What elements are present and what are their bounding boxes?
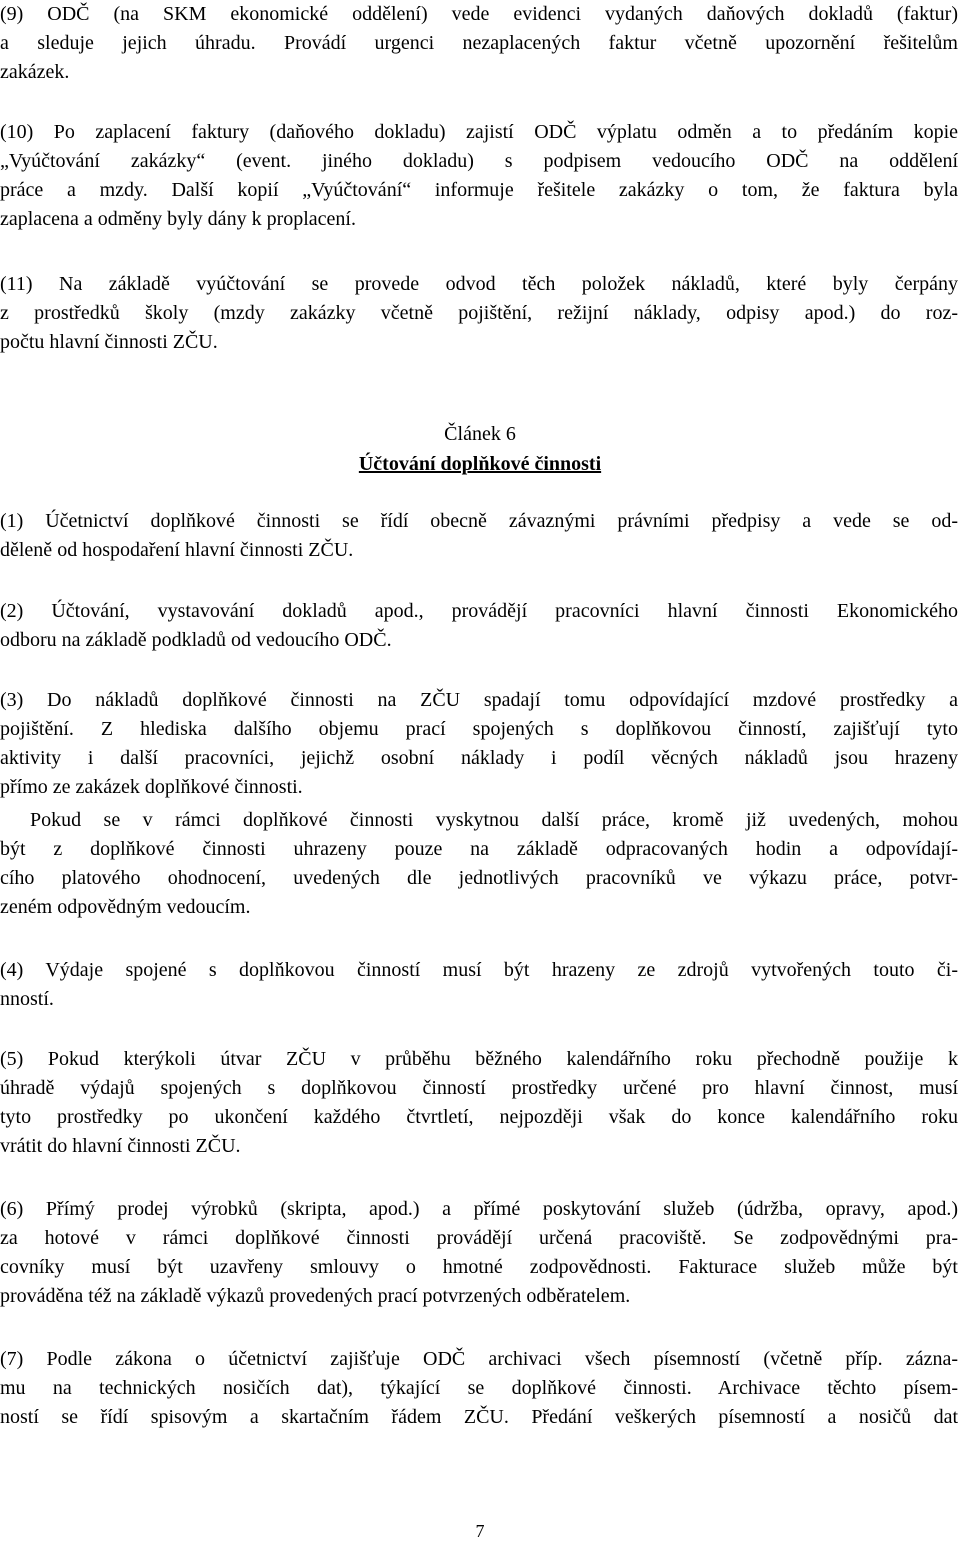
text-line: za hotové v rámci doplňkové činnosti provádějí určená pracoviště. Se zodpovědnými pra- <box>0 1227 958 1249</box>
text-line: děleně od hospodaření hlavní činnosti ZČU. <box>0 539 354 561</box>
text-line: a sleduje jejich úhradu. Provádí urgenci nezaplacených faktur včetně upozornění řešitelům <box>0 32 958 54</box>
paragraph-9 <box>0 0 958 87</box>
article-paragraph-4 <box>0 956 958 1014</box>
text-line: počtu hlavní činnosti ZČU. <box>0 331 218 353</box>
article-paragraph-7 <box>0 1345 958 1432</box>
text-line: přímo ze zakázek doplňkové činnosti. <box>0 776 303 798</box>
text-line: pojištění. Z hlediska dalšího objemu prací spojených s doplňkovou činností, zajišťují tyto <box>0 718 958 740</box>
text-line: (4) Výdaje spojené s doplňkovou činností musí být hrazeny ze zdrojů vytvořených touto či- <box>0 959 958 981</box>
text-line: mu na technických nosičích dat), týkající se doplňkové činnosti. Archivace těchto písem- <box>0 1377 958 1399</box>
paragraph-10 <box>0 118 958 234</box>
text-line: (11) Na základě vyúčtování se provede odvod těch položek nákladů, které byly čerpány <box>0 273 958 295</box>
text-line: zaplacena a odměny byly dány k proplacení. <box>0 208 356 230</box>
text-line: prováděna též na základě výkazů provedených prací potvrzených odběratelem. <box>0 1285 631 1307</box>
text-line: odboru na základě podkladů od vedoucího ODČ. <box>0 629 392 651</box>
text-line: ností se řídí spisovým a skartačním řádem ZČU. Předání veškerých písemností a nosičů dat <box>0 1406 958 1428</box>
text-line: (5) Pokud kterýkoli útvar ZČU v průběhu běžného kalendářního roku přechodně použije k <box>0 1048 958 1070</box>
text-line: vrátit do hlavní činnosti ZČU. <box>0 1135 241 1157</box>
text-line: práce a mzdy. Další kopií „Vyúčtování“ informuje řešitele zakázky o tom, že faktura byla <box>0 179 958 201</box>
text-line: Pokud se v rámci doplňkové činnosti vyskytnou další práce, kromě již uvedených, mohou <box>30 809 958 831</box>
article-number: Článek 6 <box>444 423 516 445</box>
text-line: (2) Účtování, vystavování dokladů apod., provádějí pracovníci hlavní činnosti Ekonomického <box>0 600 958 622</box>
text-line: z prostředků školy (mzdy zakázky včetně pojištění, režijní náklady, odpisy apod.) do roz- <box>0 302 958 324</box>
text-line: (10) Po zaplacení faktury (daňového dokladu) zajistí ODČ výplatu odměn a to předáním kopie <box>0 121 958 143</box>
text-line: (6) Přímý prodej výrobků (skripta, apod.) a přímé poskytování služeb (údržba, opravy, apod.) <box>0 1198 958 1220</box>
text-line: cího platového ohodnocení, uvedených dle jednotlivých pracovníků ve výkazu práce, potvr- <box>0 867 958 889</box>
article-paragraph-3-continued <box>0 806 958 922</box>
text-line: zakázek. <box>0 61 70 83</box>
article-paragraph-2 <box>0 597 958 655</box>
text-line: (3) Do nákladů doplňkové činnosti na ZČU spadají tomu odpovídající mzdové prostředky a <box>0 689 958 711</box>
article-paragraph-1 <box>0 507 958 565</box>
article-paragraph-5 <box>0 1045 958 1161</box>
text-line: (7) Podle zákona o účetnictví zajišťuje ODČ archivaci všech písemností (včetně příp. zázna- <box>0 1348 958 1370</box>
text-line: tyto prostředky po ukončení každého čtvrtletí, nejpozději však do konce kalendářního roku <box>0 1106 958 1128</box>
article-title: Účtování doplňkové činnosti <box>358 453 602 475</box>
text-line: zeném odpovědným vedoucím. <box>0 896 251 918</box>
text-line: (9) ODČ (na SKM ekonomické oddělení) vede evidenci vydaných daňových dokladů (faktur) <box>0 3 958 25</box>
paragraph-11 <box>0 270 958 357</box>
text-line: (1) Účetnictví doplňkové činnosti se řídí obecně závaznými právními předpisy a vede se od- <box>0 510 958 532</box>
article-paragraph-6 <box>0 1195 958 1311</box>
text-line: nností. <box>0 988 54 1010</box>
text-line: úhradě výdajů spojených s doplňkovou činností prostředky určené pro hlavní činnost, musí <box>0 1077 958 1099</box>
text-line: „Vyúčtování zakázky“ (event. jiného dokladu) s podpisem vedoucího ODČ na oddělení <box>0 150 958 172</box>
page-number: 7 <box>475 1521 485 1541</box>
text-line: aktivity i další pracovníci, jejichž osobní náklady i podíl věcných nákladů jsou hrazeny <box>0 747 958 769</box>
article-paragraph-3 <box>0 686 958 802</box>
text-line: covníky musí být uzavřeny smlouvy o hmotné zodpovědnosti. Fakturace služeb může být <box>0 1256 958 1278</box>
text-line: být z doplňkové činnosti uhrazeny pouze na základě odpracovaných hodin a odpovídají- <box>0 838 958 860</box>
